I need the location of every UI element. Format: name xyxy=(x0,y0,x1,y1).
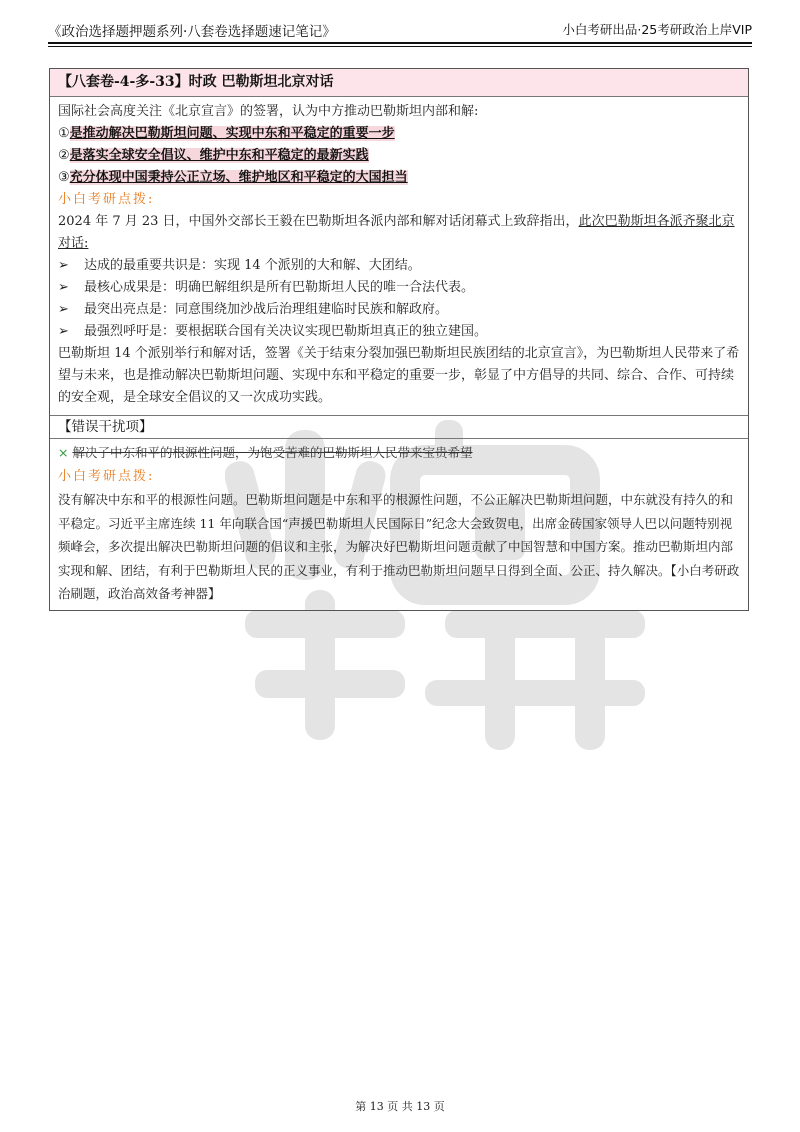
tip-summary: 巴勒斯坦 14 个派别举行和解对话，签署《关于结束分裂加强巴勒斯坦民族团结的北京宣言》，为巴勒斯坦人民带来了希望与未来，也是推动解决巴勒斯坦问题、实现中东和平稳定的重要一步，彰显了中方倡导的共同、综合、合作、可持续的安全观，是全球安全倡议的又一次成功实践。 xyxy=(58,346,740,405)
bullet-text: 最核心成果是：明确巴解组织是所有巴勒斯坦人民的唯一合法代表。 xyxy=(84,280,475,295)
wrong-option xyxy=(58,441,740,465)
tip-intro-text: 2024 年 7 月 23 日，中国外交部长王毅在巴勒斯坦各派内部和解对话闭幕式上致辞指出， xyxy=(58,214,579,229)
error-content xyxy=(50,439,748,610)
question-content xyxy=(50,97,748,415)
question-title: 【八套卷-4-多-33】时政 巴勒斯坦北京对话 xyxy=(50,69,748,97)
error-explanation-text: 没有解决中东和平的根源性问题。巴勒斯坦问题是中东和平的根源性问题，不公正解决巴勒斯坦问题，中东就没有持久的和平稳定。习近平主席连续 11 年向联合国“声援巴勒斯坦人民国际日”纪念大会致贺电，出席金砖国家领导人巴以问题特别视频峰会，多次提出解决巴勒斯坦问题的倡议和主张，为解决好巴勒斯坦问题贡献了中国智慧和中国方案。推动巴勒斯坦内部实现和解、团结，有利于巴勒斯坦人民的正义事业，有利于推动巴勒斯坦问题早日得到全面、公正、持久解决。 xyxy=(58,492,734,578)
header-rule xyxy=(48,42,752,44)
page-footer: 第 13 页 共 13 页 xyxy=(355,1100,445,1113)
error-section-title: 【错误干扰项】 xyxy=(50,415,748,439)
bullet-text: 最突出亮点是：同意围绕加沙战后治理组建临时民族和解政府。 xyxy=(84,302,449,317)
wrong-mark-icon: × xyxy=(58,445,69,460)
option-1 xyxy=(58,123,740,145)
arrowhead-bullet-icon: ➢ xyxy=(58,324,69,339)
question-card xyxy=(49,68,749,611)
option-number: ② xyxy=(58,148,70,163)
bullet-text: 达成的最重要共识是：实现 14 个派别的大和解、大团结。 xyxy=(84,258,421,273)
option-text: 是落实全球安全倡议、维护中东和平稳定的最新实践 xyxy=(69,148,369,163)
option-number: ③ xyxy=(58,170,70,185)
list-item xyxy=(58,299,740,321)
question-stem: 国际社会高度关注《北京宣言》的签署，认为中方推动巴勒斯坦内部和解: xyxy=(58,104,479,119)
page-header xyxy=(48,14,752,42)
option-text: 是推动解决巴勒斯坦问题、实现中东和平稳定的重要一步 xyxy=(69,126,395,141)
list-item xyxy=(58,277,740,299)
arrowhead-bullet-icon: ➢ xyxy=(58,280,69,295)
error-explanation xyxy=(58,488,740,606)
option-2 xyxy=(58,145,740,167)
option-number: ① xyxy=(58,126,70,141)
tip-label: 小白考研点拨: xyxy=(58,192,155,207)
list-item xyxy=(58,255,740,277)
header-left-title: 《政治选择题押题系列·八套卷选择题速记笔记》 xyxy=(48,24,336,40)
arrowhead-bullet-icon: ➢ xyxy=(58,258,69,273)
list-item xyxy=(58,321,740,343)
option-text: 充分体现中国秉持公正立场、维护地区和平稳定的大国担当 xyxy=(69,170,408,185)
wrong-option-text: 解决了中东和平的根源性问题，为饱受苦难的巴勒斯坦人民带来宝贵希望 xyxy=(72,445,473,460)
option-3 xyxy=(58,167,740,189)
error-tip-label: 小白考研点拨: xyxy=(58,468,155,484)
header-rule-thin xyxy=(48,46,752,47)
tip-intro xyxy=(58,211,740,255)
promo-text: 【小白考研政治刷题，政治高效备考神器】 xyxy=(58,562,740,601)
arrowhead-bullet-icon: ➢ xyxy=(58,302,69,317)
tip-intro-underlined: 此次巴勒斯坦各派齐聚北京对话: xyxy=(58,214,735,251)
header-right-title: 小白考研出品·25考研政治上岸VIP xyxy=(562,22,752,37)
bullet-text: 最强烈呼吁是：要根据联合国有关决议实现巴勒斯坦真正的独立建国。 xyxy=(84,324,488,339)
